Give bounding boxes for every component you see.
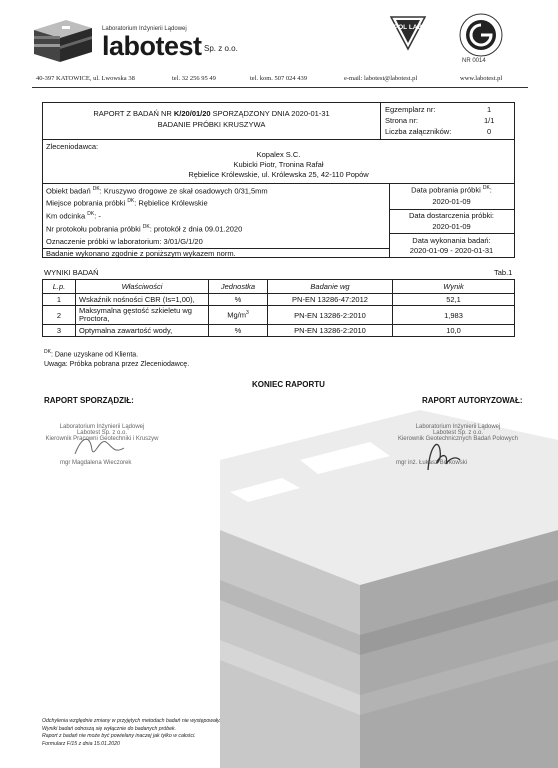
left-stamp-company: Labotest Sp. z o.o. — [76, 430, 128, 436]
certificate-number: NR 0014 — [462, 58, 486, 64]
sampling-date: 2020-01-09 — [432, 197, 471, 206]
copy-value: 1 — [487, 105, 492, 114]
place-row: Miejsce pobrania próbki $^{DK}$: Rębielice Królewskie — [46, 198, 208, 208]
phone-text: tel. 32 256 95 49 — [172, 75, 216, 82]
brand-small-text: Laboratorium Inżynierii Lądowej — [102, 26, 187, 32]
left-stamp-role: Kierownik Pracowni Geotechniki i Kruszyw — [45, 436, 159, 442]
left-signature-icon — [70, 428, 130, 462]
right-stamp-company: Labotest Sp. z o.o. — [432, 430, 484, 436]
footer-line: Raport z badań nie może być powielany inaczej jak tylko w całości. — [42, 733, 196, 739]
email-text: e-mail: labotest@labotest.pl — [344, 75, 418, 82]
note-sampling: Uwaga: Próbka pobrana przez Zleceniodawcę. — [44, 361, 190, 368]
right-signature-icon — [420, 436, 464, 476]
header-result: Wynik — [393, 280, 515, 294]
report-subtitle: BADANIE PRÓBKI KRUSZYWA — [157, 120, 266, 129]
results-title: WYNIKI BADAŃ — [44, 268, 99, 277]
authorized-by-title: RAPORT AUTORYZOWAŁ: — [422, 396, 523, 405]
row-unit: $Mg/m^3$ — [209, 306, 268, 325]
copy-label: Egzemplarz nr: — [385, 105, 436, 114]
row-method: PN-EN 13286-47:2012 — [268, 294, 393, 306]
footer-notes — [42, 718, 221, 748]
footer-line: Wyniki badań odnoszą się wyłącznie do badanych próbek. — [42, 725, 177, 732]
sampling-date-label: Data pobrania próbki $^{DK}$: — [411, 185, 492, 195]
row-method: PN-EN 13286-2:2010 — [268, 306, 393, 325]
left-signer-name: mgr Magdalena Wieczorek — [60, 460, 132, 466]
row-lp: 3 — [43, 325, 76, 337]
client-label: Zleceniodawca: — [46, 142, 99, 151]
row-unit: % — [209, 325, 268, 337]
client-name: Kopalex S.C. — [256, 150, 301, 159]
row-method: PN-EN 13286-2:2010 — [268, 325, 393, 337]
table-header-row — [43, 280, 515, 294]
table-row — [43, 294, 515, 306]
brand-name: labotest — [102, 31, 202, 61]
test-date-label: Data wykonania badań: — [412, 236, 491, 245]
attachments-label: Liczba załączników: — [385, 127, 452, 136]
certification-logo-icon — [458, 12, 504, 58]
row-lp: 2 — [43, 306, 76, 325]
client-address: Rębielice Królewskie, ul. Królewska 25, 42-110 Popów — [188, 170, 369, 179]
mobile-text: tel. kom. 507 024 439 — [250, 75, 308, 82]
table-row — [43, 306, 515, 325]
results-table — [42, 279, 515, 337]
row-property: Wskaźnik nośności CBR (Is=1,00), — [76, 294, 209, 306]
labotest-logo-icon — [32, 14, 94, 64]
sample-id: Oznaczenie próbki w laboratorium: 3/01/G/1/20 — [46, 237, 203, 246]
row-lp: 1 — [43, 294, 76, 306]
row-unit: % — [209, 294, 268, 306]
footer-line: Formularz F/15 z dnia 15.01.2020 — [42, 740, 120, 747]
right-stamp-lab: Laboratorium Inżynierii Lądowej — [415, 424, 501, 430]
table-row — [43, 325, 515, 337]
report-title: RAPORT Z BADAŃ NR K/20/01/20 SPORZĄDZONY DNIA 2020-01-31 — [93, 109, 330, 118]
right-stamp-role: Kierownik Geotechnicznych Badań Polowych — [397, 436, 519, 442]
footer-line: Odchylenia względnie zmiany w przyjętych metodach badań nie występowały. — [42, 718, 221, 724]
header-unit: Jednostka — [209, 280, 268, 294]
header-divider — [32, 87, 528, 88]
pollab-logo-icon — [388, 14, 428, 52]
header-property: Właściwości — [76, 280, 209, 294]
row-property: Maksymalna gęstość szkieletu wg Proctora, — [76, 306, 209, 325]
page-value: 1/1 — [484, 116, 495, 125]
protocol-row: Nr protokołu pobrania próbki $^{DK}$: protokół z dnia 09.01.2020 — [46, 224, 243, 234]
delivery-date-label: Data dostarczenia próbki: — [408, 211, 495, 220]
attachments-value: 0 — [487, 127, 492, 136]
header-lp: L.p. — [43, 280, 76, 294]
page-label: Strona nr: — [385, 116, 418, 125]
header-method: Badanie wg — [268, 280, 393, 294]
row-result: 52,1 — [393, 294, 515, 306]
note-dk: $^{DK}$: Dane uzyskane od Klienta. — [44, 349, 139, 359]
report-info-box — [42, 102, 515, 258]
brand-suffix: Sp. z o.o. — [204, 44, 238, 53]
row-property: Optymalna zawartość wody, — [76, 325, 209, 337]
left-stamp-lab: Laboratorium Inżynierii Lądowej — [59, 424, 145, 430]
object-row: Obiekt badań $^{DK}$: Kruszywo drogowe ze skał osadowych 0/31,5mm — [46, 186, 268, 196]
pollab-text: POL LAB — [393, 24, 423, 31]
table-number: Tab.1 — [494, 268, 513, 277]
client-people: Kubicki Piotr, Tronina Rafał — [233, 160, 324, 169]
website-text: www.labotest.pl — [460, 75, 503, 82]
right-signer-name: mgr inż. Łukasz Borkowski — [396, 460, 468, 466]
scope-text: Badanie wykonano zgodnie z poniższym wykazem norm. — [46, 249, 236, 258]
row-result: 10,0 — [393, 325, 515, 337]
km-row: Km odcinka $^{DK}$: - — [46, 211, 101, 221]
prepared-by-title: RAPORT SPORZĄDZIŁ: — [44, 396, 134, 405]
address-text: 40-397 KATOWICE, ul. Lwowska 38 — [36, 75, 135, 82]
row-result: 1,983 — [393, 306, 515, 325]
end-of-report: KONIEC RAPORTU — [252, 380, 325, 389]
test-date: 2020-01-09 - 2020-01-31 — [409, 246, 494, 255]
delivery-date: 2020-01-09 — [432, 222, 471, 231]
